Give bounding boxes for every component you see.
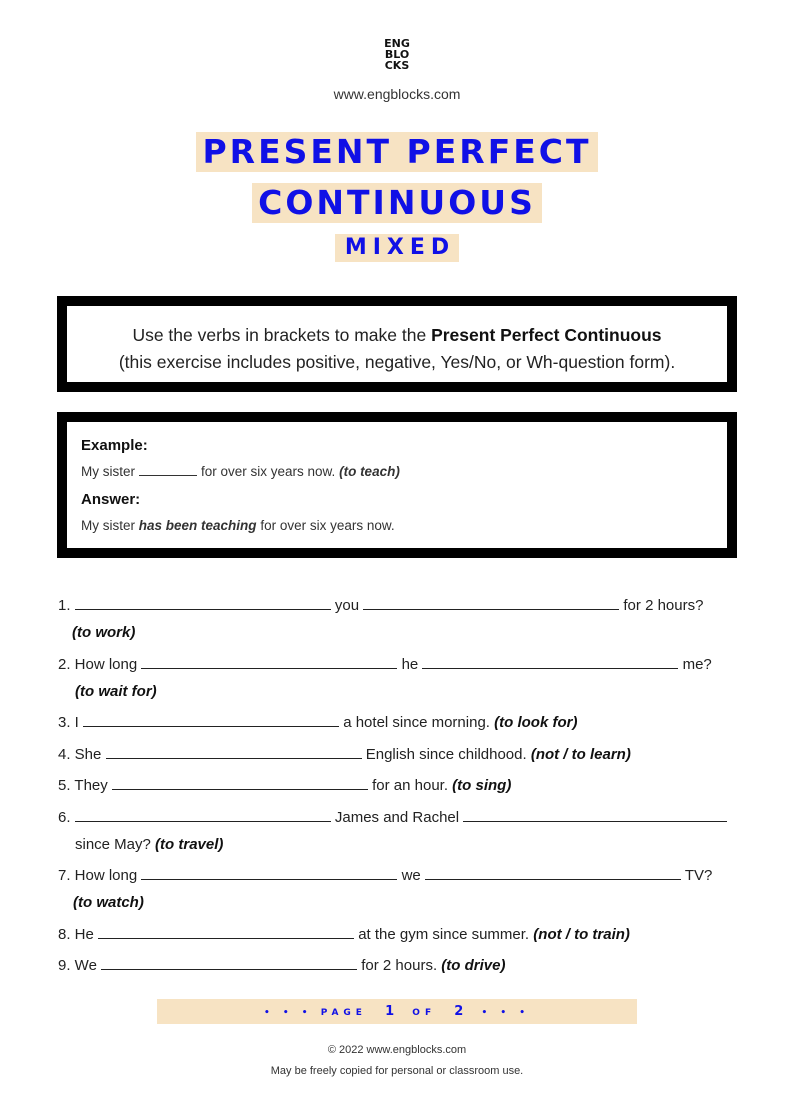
question-7-blank-1[interactable] [141, 868, 397, 880]
question-1-hint: (to work) [72, 624, 136, 641]
question-2-end: me? [682, 656, 712, 673]
logo-line-3: CKS [384, 59, 410, 72]
question-4-end: English since childhood. [365, 746, 527, 763]
question-2 [58, 656, 712, 673]
question-1-mid: you [334, 597, 360, 614]
question-7-mid: we [401, 867, 421, 884]
logo-line-1: ENG [384, 37, 410, 50]
instructions-text: Use the verbs in brackets to make the [132, 325, 432, 345]
question-9-number: 9. We [58, 957, 97, 974]
question-7-blank-2[interactable] [425, 868, 681, 880]
question-2-blank-1[interactable] [141, 657, 397, 669]
answer-before: My sister [81, 518, 135, 533]
question-1-end: for 2 hours? [623, 597, 704, 614]
question-4-number: 4. She [58, 746, 102, 763]
example-after: for over six years now. [201, 464, 336, 479]
question-5-blank[interactable] [112, 778, 368, 790]
question-6-line-2 [75, 836, 223, 853]
of-word: OF [412, 1008, 437, 1018]
question-1-blank-1[interactable] [75, 598, 331, 610]
question-5-hint: (to sing) [452, 777, 512, 794]
page-indicator [157, 999, 637, 1024]
question-2-mid: he [401, 656, 419, 673]
page-total: 2 [454, 1004, 464, 1019]
question-4-hint: (not / to learn) [530, 746, 631, 763]
question-3-hint: (to look for) [494, 714, 578, 731]
question-4 [58, 746, 631, 763]
dots-left: • • • [264, 1008, 313, 1018]
question-6-mid: James and Rachel [334, 809, 460, 826]
question-1 [58, 597, 703, 614]
example-before: My sister [81, 464, 135, 479]
question-9-hint: (to drive) [441, 957, 506, 974]
question-7-hint: (to watch) [73, 894, 144, 911]
example-sentence [81, 462, 727, 482]
question-3-end: a hotel since morning. [343, 714, 490, 731]
question-8 [58, 926, 630, 943]
question-7-end: TV? [684, 867, 713, 884]
dots-right: • • • [481, 1008, 530, 1018]
engblocks-logo [0, 38, 794, 74]
license-note: May be freely copied for personal or classroom use. [270, 1065, 524, 1077]
question-7 [58, 867, 712, 884]
answer-sentence [81, 516, 727, 536]
title-line-1: PRESENT PERFECT [196, 132, 597, 172]
question-6-number: 6. [58, 809, 71, 826]
question-6-blank-2[interactable] [463, 810, 727, 822]
question-6-hint: (to travel) [155, 836, 224, 853]
question-5-number: 5. They [58, 777, 108, 794]
site-url[interactable]: www.engblocks.com [333, 86, 461, 102]
instructions-bold: Present Perfect Continuous [431, 325, 662, 345]
copyright: © 2022 www.engblocks.com [327, 1044, 467, 1056]
question-9-end: for 2 hours. [361, 957, 438, 974]
example-box [57, 412, 737, 558]
question-8-hint: (not / to train) [533, 926, 630, 943]
question-7-number: 7. How long [58, 867, 138, 884]
worksheet-subtitle: MIXED [335, 234, 459, 262]
question-5 [58, 777, 511, 794]
question-3-blank[interactable] [83, 715, 339, 727]
example-blank [139, 475, 197, 476]
page-word: PAGE [320, 1008, 367, 1018]
question-8-number: 8. He [58, 926, 94, 943]
answer-bold: has been teaching [138, 518, 257, 533]
question-6-blank-1[interactable] [75, 810, 331, 822]
question-3 [58, 714, 577, 731]
worksheet-title [0, 132, 794, 262]
example-label: Example: [81, 437, 148, 454]
title-line-2: CONTINUOUS [252, 183, 542, 223]
logo-line-2: BLO [384, 48, 410, 61]
question-6 [58, 809, 727, 826]
instructions-line-1 [67, 322, 727, 349]
question-5-end: for an hour. [372, 777, 448, 794]
question-4-blank[interactable] [106, 747, 362, 759]
question-1-blank-2[interactable] [363, 598, 619, 610]
answer-label: Answer: [81, 491, 141, 508]
question-8-blank[interactable] [98, 927, 354, 939]
question-2-hint: (to wait for) [75, 683, 157, 700]
instructions-line-2: (this exercise includes positive, negative, Yes/No, or Wh-question form). [118, 352, 676, 372]
question-8-end: at the gym since summer. [358, 926, 530, 943]
question-3-number: 3. I [58, 714, 79, 731]
page-number: 1 [385, 1004, 395, 1019]
question-1-number: 1. [58, 597, 71, 614]
example-hint: (to teach) [339, 464, 400, 479]
question-6-end: since May? [75, 836, 151, 853]
question-9 [58, 957, 505, 974]
question-9-blank[interactable] [101, 958, 357, 970]
question-2-number: 2. How long [58, 656, 138, 673]
instructions-box [57, 296, 737, 392]
answer-after: for over six years now. [260, 518, 395, 533]
question-2-blank-2[interactable] [422, 657, 678, 669]
